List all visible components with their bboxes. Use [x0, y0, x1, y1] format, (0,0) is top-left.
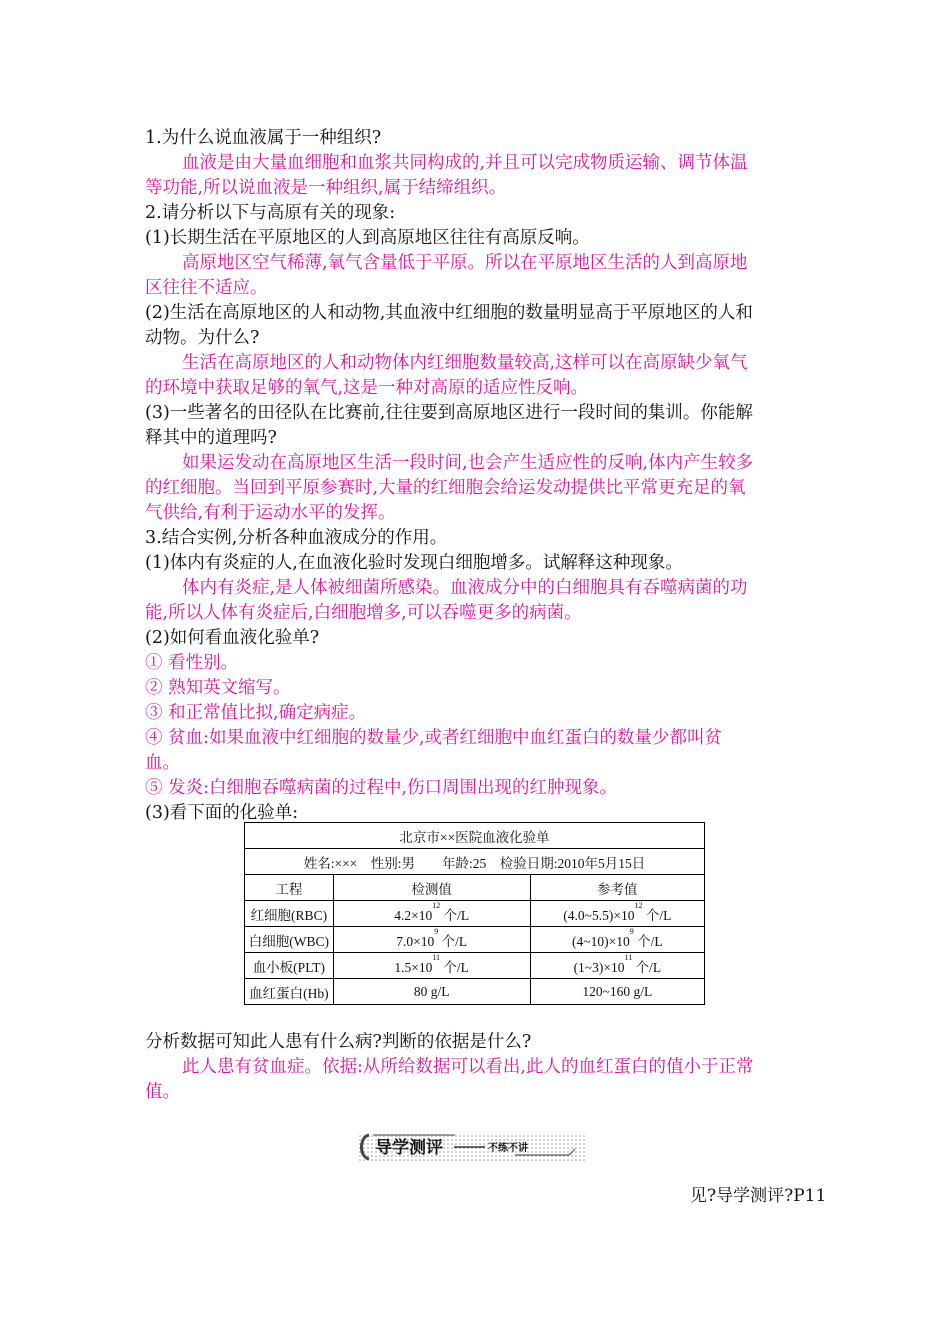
- lab-cell-item: 血红蛋白(Hb): [245, 979, 334, 1005]
- q1-answer-line-2: 等功能,所以说血液是一种组织,属于结缔组织。: [145, 178, 507, 198]
- q3-answer2-item: ② 熟知英文缩写。: [145, 678, 291, 698]
- lab-report-patient-info: 姓名:××× 性别:男 年龄:25 检验日期:2010年5月15日: [245, 849, 705, 875]
- q3-answer3-line-2: 值。: [145, 1082, 180, 1102]
- banner-graphic: [355, 1127, 590, 1167]
- q3-answer3-line-1: 此人患有贫血症。依据:从所给数据可以看出,此人的血红蛋白的值小于正常: [182, 1057, 754, 1077]
- q2-answer1-line-1: 高原地区空气稀薄,氧气含量低于平原。所以在平原地区生活的人到高原地: [182, 253, 748, 273]
- q3-answer2-item: ④ 贫血:如果血液中红细胞的数量少,或者红细胞中血红蛋白的数量少都叫贫: [145, 728, 723, 748]
- lab-cell-item: 血小板(PLT): [245, 953, 334, 979]
- lab-cell-reference: $(4.0\sim 5.5)\times 10^{12}$ 个/L: [530, 901, 704, 927]
- q3-answer1-line-2: 能,所以人体有炎症后,白细胞增多,可以吞噬更多的病菌。: [145, 603, 582, 623]
- lab-row-hb: [245, 979, 705, 1005]
- q2-part2-line-1: (2)生活在高原地区的人和动物,其血液中红细胞的数量明显高于平原地区的人和: [145, 303, 753, 323]
- q3-question: 3.结合实例,分析各种血液成分的作用。: [145, 528, 448, 548]
- lab-header-value: 检测值: [333, 875, 530, 901]
- section-banner: [355, 1127, 590, 1167]
- q2-answer3-line-3: 气供给,有利于运动水平的发挥。: [145, 503, 396, 523]
- lab-header-reference: 参考值: [530, 875, 704, 901]
- reference-note: 见?导学测评?P11: [690, 1186, 827, 1206]
- q2-question: 2.请分析以下与高原有关的现象:: [145, 203, 396, 223]
- q3-answer2-item: ⑤ 发炎:白细胞吞噬病菌的过程中,伤口周围出现的红肿现象。: [145, 778, 618, 798]
- q2-answer1-line-2: 区往往不适应。: [145, 278, 268, 298]
- lab-cell-value: 80 g/L: [333, 979, 530, 1005]
- banner-sub-text: 不练不讲: [488, 1143, 528, 1154]
- q3-answer1-line-1: 体内有炎症,是人体被细菌所感染。血液成分中的白细胞具有吞噬病菌的功: [182, 578, 748, 598]
- q2-answer3-line-2: 的红细胞。当回到平原参赛时,大量的红细胞会给运发动提供比平常更充足的氧: [145, 478, 746, 498]
- lab-cell-reference: $(1\sim 3)\times 10^{11}$ 个/L: [530, 953, 704, 979]
- q1-question: 1.为什么说血液属于一种组织?: [145, 128, 382, 148]
- q2-answer2-line-1: 生活在高原地区的人和动物体内红细胞数量较高,这样可以在高原缺少氧气: [182, 353, 748, 373]
- lab-report-title: 北京市××医院血液化验单: [245, 823, 705, 849]
- banner-main-text: 导学测评: [375, 1138, 443, 1158]
- q3-answer2-item: ③ 和正常值比拟,确定病症。: [145, 703, 367, 723]
- q2-part3-line-1: (3)一些著名的田径队在比赛前,往往要到高原地区进行一段时间的集训。你能解: [145, 403, 753, 423]
- q2-answer3-line-1: 如果运发动在高原地区生活一段时间,也会产生适应性的反响,体内产生较多: [182, 453, 754, 473]
- lab-cell-item: 红细胞(RBC): [245, 901, 334, 927]
- q2-part1: (1)长期生活在平原地区的人到高原地区往往有高原反响。: [145, 228, 590, 248]
- lab-header-item: 工程: [245, 875, 334, 901]
- q2-answer2-line-2: 的环境中获取足够的氧气,这是一种对高原的适应性反响。: [145, 378, 589, 398]
- lab-cell-reference: $(4\sim 10)\times 10^9$ 个/L: [530, 927, 704, 953]
- q3-part3: (3)看下面的化验单:: [145, 803, 299, 823]
- q3-part1: (1)体内有炎症的人,在血液化验时发现白细胞增多。试解释这种现象。: [145, 553, 683, 573]
- lab-cell-value: $4.2\times 10^{12}$ 个/L: [333, 901, 530, 927]
- lab-row-rbc: [245, 901, 705, 927]
- lab-cell-value: $7.0\times 10^9$ 个/L: [333, 927, 530, 953]
- lab-row-wbc: [245, 927, 705, 953]
- lab-cell-reference: 120~160 g/L: [530, 979, 704, 1005]
- q3-answer2-item: ① 看性别。: [145, 653, 239, 673]
- q3-part2: (2)如何看血液化验单?: [145, 628, 320, 648]
- lab-cell-item: 白细胞(WBC): [245, 927, 334, 953]
- q3-answer2-item: 血。: [145, 753, 180, 773]
- lab-cell-value: $1.5\times 10^{11}$ 个/L: [333, 953, 530, 979]
- q1-answer-line-1: 血液是由大量血细胞和血浆共同构成的,并且可以完成物质运输、调节体温: [182, 153, 748, 173]
- q3-part3-question: 分析数据可知此人患有什么病?判断的依据是什么?: [145, 1032, 532, 1052]
- q2-part2-line-2: 动物。为什么?: [145, 328, 260, 348]
- q2-part3-line-2: 释其中的道理吗?: [145, 428, 277, 448]
- lab-report-table: [244, 822, 705, 1005]
- lab-row-plt: [245, 953, 705, 979]
